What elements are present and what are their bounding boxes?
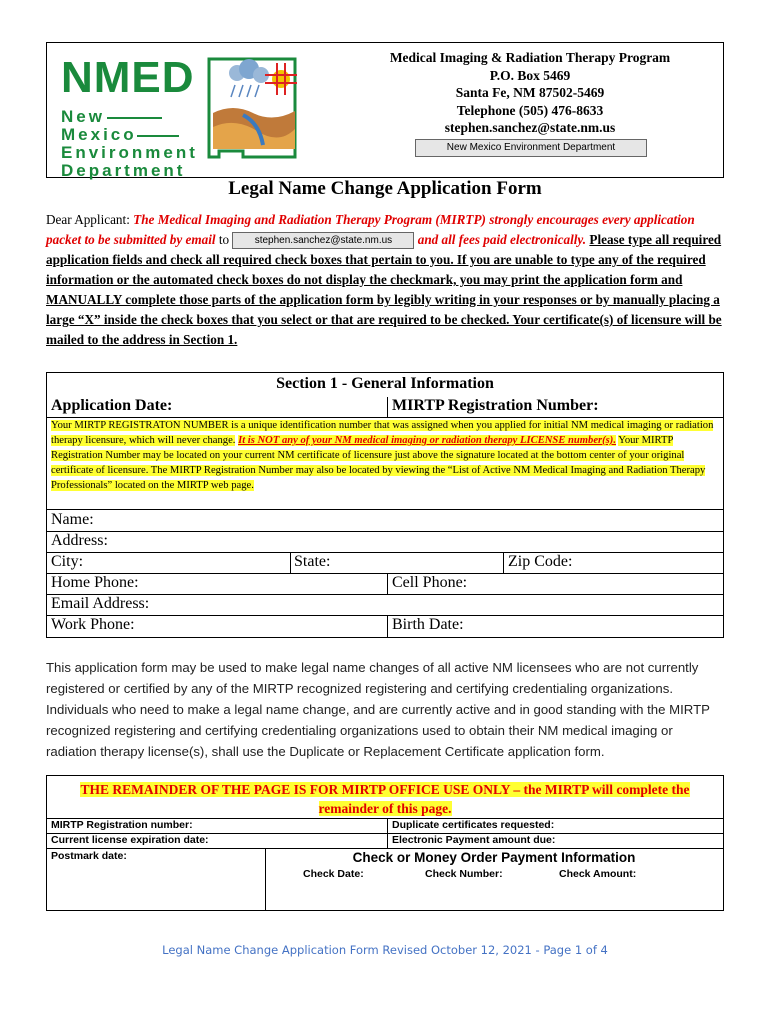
program-name: Medical Imaging & Radiation Therapy Program bbox=[389, 50, 671, 65]
logo-wordmark: NMED bbox=[61, 53, 195, 102]
name-label: Name: bbox=[51, 511, 94, 528]
to-word: to bbox=[218, 232, 230, 247]
email-address-label: Email Address: bbox=[51, 595, 150, 612]
divider bbox=[47, 509, 723, 510]
greeting: Dear Applicant: bbox=[46, 212, 130, 227]
registration-number-note bbox=[51, 418, 715, 493]
email-field[interactable]: stephen.sanchez@state.nm.us bbox=[232, 232, 414, 249]
divider bbox=[47, 573, 723, 574]
contact-email: stephen.sanchez@state.nm.us bbox=[444, 120, 616, 135]
contact-block bbox=[365, 49, 695, 137]
telephone: Telephone (505) 476-8633 bbox=[456, 102, 604, 118]
note-warning: It is NOT any of your NM medical imaging or radiation therapy LICENSE number(s). bbox=[238, 435, 616, 446]
agency-field[interactable]: New Mexico Environment Department bbox=[415, 139, 647, 157]
page-footer: Legal Name Change Application Form Revised October 12, 2021 - Page 1 of 4 bbox=[162, 943, 608, 957]
logo-line-mexico: Mexico bbox=[61, 125, 137, 144]
email-encouragement: The Medical Imaging and Radiation Therapy Program (MIRTP) strongly encourages every application packet to be submitted by email bbox=[46, 212, 695, 247]
header-box bbox=[46, 42, 724, 178]
divider bbox=[387, 397, 388, 417]
reg-number-label: MIRTP Registration number: bbox=[51, 819, 193, 831]
office-use-title bbox=[51, 780, 719, 818]
city-label: City: bbox=[51, 553, 84, 570]
check-amount-label: Check Amount: bbox=[559, 868, 637, 880]
nmed-logo bbox=[55, 49, 375, 180]
divider bbox=[503, 552, 504, 573]
zip-label: Zip Code: bbox=[508, 553, 573, 570]
form-title: Legal Name Change Application Form bbox=[228, 178, 542, 199]
office-use-box bbox=[46, 775, 724, 911]
home-phone-label: Home Phone: bbox=[51, 574, 139, 591]
section-1-title: Section 1 - General Information bbox=[276, 375, 494, 392]
application-date-label: Application Date: bbox=[51, 397, 173, 414]
expiration-label: Current license expiration date: bbox=[51, 834, 209, 846]
eligibility-paragraph: This application form may be used to make legal name changes of all active NM licensees who are not currently registered or certified by any of the MIRTP recognized registering and certifying credentialing organizations. Individuals who need to make a legal name change, and are currently active and in good standing with the MIRTP recognized registering and certifying credentialing organizations used to obtain their NM medical imaging or radiation therapy license(s), shall use the Duplicate or Replacement Certificate application form. bbox=[46, 660, 710, 759]
divider bbox=[47, 531, 723, 532]
logo-line-new: New bbox=[61, 107, 105, 126]
logo-rule bbox=[137, 135, 179, 137]
divider bbox=[47, 615, 723, 616]
note-text: Your MIRTP REGISTRATON NUMBER is a unique identification number that was assigned when you applied for initial NM medical imaging or radiation therapy licensure, which will never change. bbox=[51, 420, 714, 446]
divider bbox=[387, 615, 388, 637]
intro-paragraph bbox=[46, 210, 726, 350]
logo-line-department: Department bbox=[61, 161, 186, 180]
e-payment-label: Electronic Payment amount due: bbox=[392, 834, 556, 846]
state-label: State: bbox=[294, 553, 331, 570]
postmark-label: Postmark date: bbox=[51, 850, 127, 862]
office-use-title-text: THE REMAINDER OF THE PAGE IS FOR MIRTP OFFICE USE ONLY – the MIRTP will complete the remainder of this page. bbox=[80, 782, 690, 816]
check-number-label: Check Number: bbox=[425, 868, 503, 880]
fees-electronic: and all fees paid electronically. bbox=[417, 232, 587, 247]
logo-rule bbox=[107, 117, 162, 119]
address-label: Address: bbox=[51, 532, 108, 549]
duplicates-label: Duplicate certificates requested: bbox=[392, 819, 555, 831]
divider bbox=[47, 552, 723, 553]
city-line: Santa Fe, NM 87502-5469 bbox=[455, 85, 605, 100]
section-1-general-information bbox=[46, 372, 724, 638]
divider bbox=[47, 848, 723, 849]
birth-date-label: Birth Date: bbox=[392, 616, 464, 633]
logo-line-environment: Environment bbox=[61, 143, 198, 162]
divider bbox=[387, 573, 388, 594]
divider bbox=[290, 552, 291, 573]
work-phone-label: Work Phone: bbox=[51, 616, 135, 633]
note-text-2: Your MIRTP Registration Number may be located on your current NM certificate of licensure just above the signature located at the bottom center of your original certificate of licensure. The MIRTP Registration Number may also be located by viewing the “List of Active NM Medical Imaging and Radiation Therapy Professionals” located on the MIRTP web page. bbox=[51, 435, 706, 491]
payment-info-title: Check or Money Order Payment Information bbox=[352, 850, 636, 865]
registration-number-label: MIRTP Registration Number: bbox=[392, 397, 599, 414]
po-box: P.O. Box 5469 bbox=[489, 67, 571, 83]
check-date-label: Check Date: bbox=[303, 868, 364, 880]
instructions: Please type all required application fields and check all required check boxes that pertain to you. If you are unable to type any of the required information or the automated check boxes do not display the checkmark, you may print the application form and MANUALLY complete those parts of the application form by legibly writing in your responses or by manually placing a large “X” inside the check boxes that you select or that are required to be checked. Your certificate(s) of licensure will be mailed to the address in Section 1. bbox=[46, 232, 722, 347]
cell-phone-label: Cell Phone: bbox=[392, 574, 468, 591]
new-mexico-state-icon bbox=[203, 53, 315, 163]
